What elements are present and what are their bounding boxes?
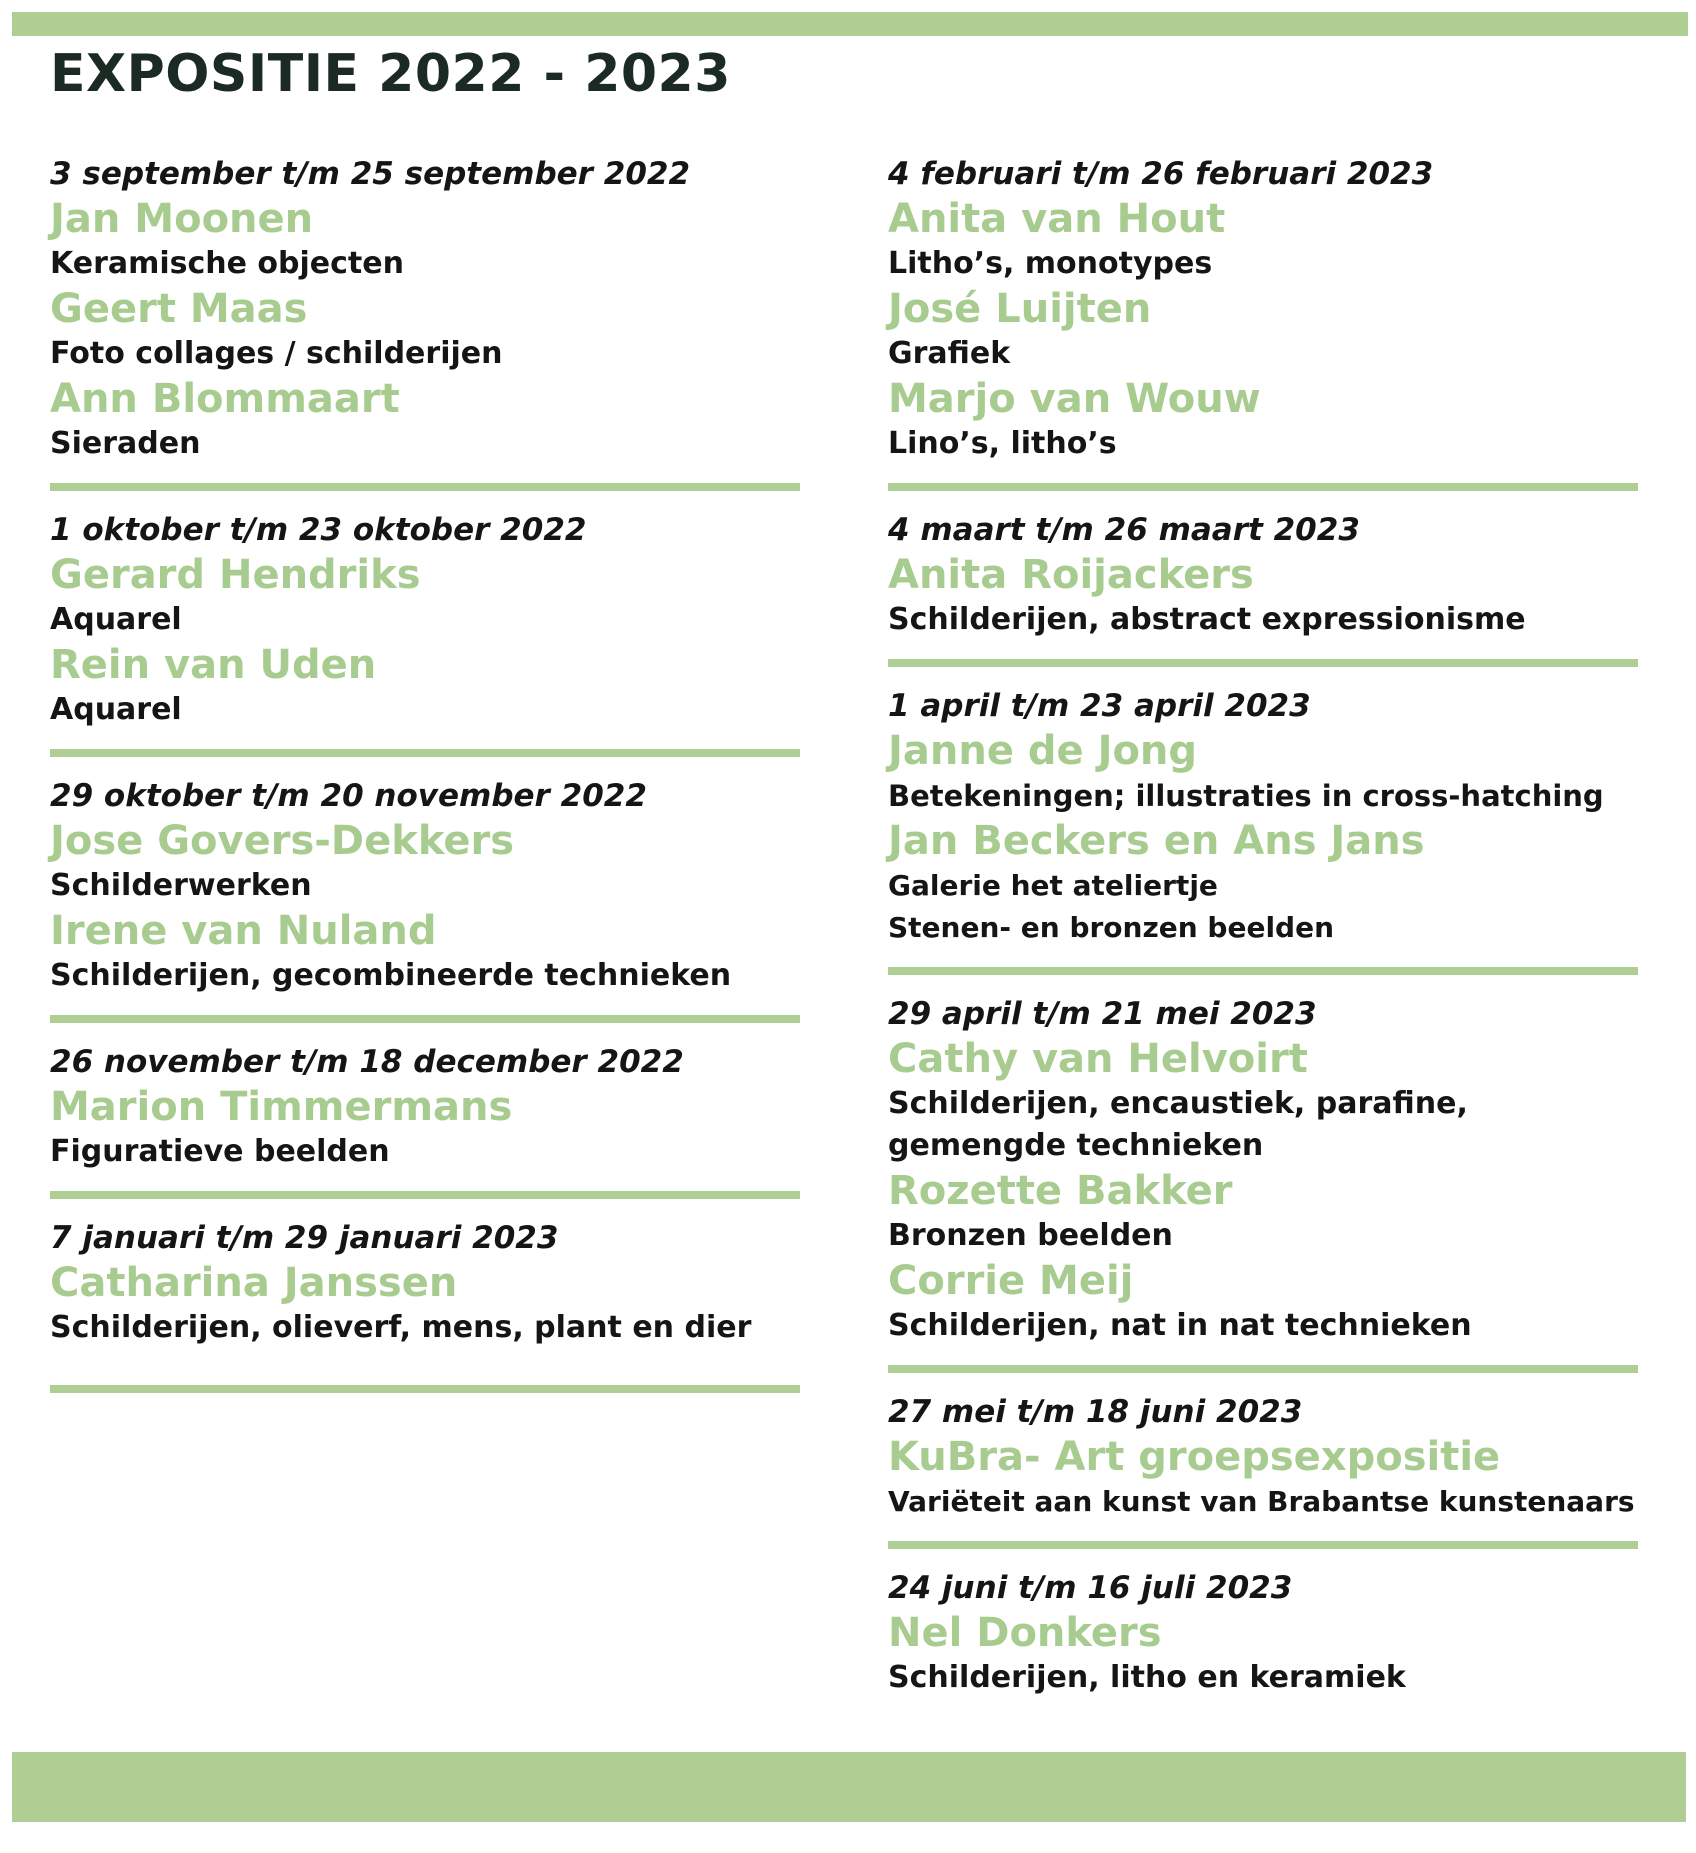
page-title: EXPOSITIE 2022 - 2023 bbox=[50, 44, 731, 104]
artist-name: José Luijten bbox=[888, 286, 1152, 332]
artist-name: Geert Maas bbox=[50, 286, 308, 332]
artist-name: Jan Beckers en Ans Jans bbox=[888, 818, 1425, 864]
artwork-description: Betekeningen; illustraties in cross-hatching bbox=[888, 779, 1604, 813]
exhibition-block bbox=[888, 685, 1678, 949]
exhibition-date: 1 april t/m 23 april 2023 bbox=[888, 688, 1311, 724]
exhibition-block bbox=[888, 1391, 1678, 1523]
artwork-description: Sieraden bbox=[50, 426, 201, 461]
exhibition-block bbox=[50, 509, 810, 731]
artwork-description: Schilderwerken bbox=[50, 868, 312, 903]
artwork-description: Galerie het ateliertje bbox=[888, 869, 1218, 902]
artwork-description: gemengde technieken bbox=[888, 1128, 1264, 1163]
artwork-description: Figuratieve beelden bbox=[50, 1134, 390, 1169]
exhibition-block bbox=[888, 1567, 1678, 1699]
artwork-description: Bronzen beelden bbox=[888, 1218, 1173, 1253]
section-divider bbox=[50, 1015, 800, 1023]
artwork-description: Aquarel bbox=[50, 692, 182, 727]
exhibition-block bbox=[888, 509, 1678, 641]
artist-name: Nel Donkers bbox=[888, 1610, 1162, 1656]
section-divider bbox=[50, 1385, 800, 1393]
artist-name: Anita Roijackers bbox=[888, 552, 1254, 598]
artist-name: Rozette Bakker bbox=[888, 1168, 1233, 1214]
exhibition-block bbox=[888, 993, 1678, 1347]
exhibition-date: 3 september t/m 25 september 2022 bbox=[50, 156, 691, 192]
artwork-description: Lino’s, litho’s bbox=[888, 426, 1117, 461]
section-divider bbox=[50, 749, 800, 757]
section-divider bbox=[50, 1191, 800, 1199]
artist-name: Marjo van Wouw bbox=[888, 376, 1261, 422]
exhibition-date: 4 februari t/m 26 februari 2023 bbox=[888, 156, 1434, 192]
exhibition-date: 4 maart t/m 26 maart 2023 bbox=[888, 512, 1360, 548]
artist-name: Rein van Uden bbox=[50, 642, 377, 688]
artwork-description: Stenen- en bronzen beelden bbox=[888, 911, 1335, 944]
artwork-description: Aquarel bbox=[50, 602, 182, 637]
artist-name: Janne de Jong bbox=[888, 728, 1198, 774]
exhibition-date: 29 april t/m 21 mei 2023 bbox=[888, 996, 1317, 1032]
artwork-description: Schilderijen, nat in nat technieken bbox=[888, 1308, 1472, 1343]
artist-name: Gerard Hendriks bbox=[50, 552, 421, 598]
artwork-description: Schilderijen, encaustiek, parafine, bbox=[888, 1086, 1468, 1121]
section-divider bbox=[888, 1541, 1638, 1549]
artist-name: Irene van Nuland bbox=[50, 908, 437, 954]
artist-name: Catharina Janssen bbox=[50, 1260, 458, 1306]
artwork-description: Variëteit aan kunst van Brabantse kunstenaars bbox=[888, 1485, 1635, 1518]
artwork-description: Grafiek bbox=[888, 336, 1011, 371]
exhibition-date: 27 mei t/m 18 juni 2023 bbox=[888, 1394, 1303, 1430]
exhibition-date: 1 oktober t/m 23 oktober 2022 bbox=[50, 512, 587, 548]
artist-name: Jan Moonen bbox=[50, 196, 314, 242]
artwork-description: Schilderijen, gecombineerde technieken bbox=[50, 958, 732, 993]
section-divider bbox=[888, 483, 1638, 491]
exhibition-date: 7 januari t/m 29 januari 2023 bbox=[50, 1220, 559, 1256]
exhibition-block bbox=[50, 1217, 810, 1349]
artwork-description: Keramische objecten bbox=[50, 246, 404, 281]
exhibition-date: 29 oktober t/m 20 november 2022 bbox=[50, 778, 647, 814]
bottom-accent-bar bbox=[12, 1752, 1686, 1822]
exhibition-block bbox=[50, 775, 810, 997]
exhibition-date: 24 juni t/m 16 juli 2023 bbox=[888, 1570, 1293, 1606]
artist-name: Jose Govers-Dekkers bbox=[50, 818, 515, 864]
section-divider bbox=[888, 1365, 1638, 1373]
artist-name: Corrie Meij bbox=[888, 1258, 1134, 1304]
right-column bbox=[888, 153, 1678, 1699]
artist-name: Marion Timmermans bbox=[50, 1084, 513, 1130]
exhibition-block bbox=[888, 153, 1678, 465]
artwork-description: Schilderijen, olieverf, mens, plant en dier bbox=[50, 1310, 752, 1345]
section-divider bbox=[888, 659, 1638, 667]
artwork-description: Schilderijen, abstract expressionisme bbox=[888, 602, 1526, 637]
section-divider bbox=[50, 483, 800, 491]
artist-name: Ann Blommaart bbox=[50, 376, 400, 422]
section-divider bbox=[888, 967, 1638, 975]
left-column bbox=[50, 153, 810, 1411]
exhibition-block bbox=[50, 153, 810, 465]
artwork-description: Litho’s, monotypes bbox=[888, 246, 1213, 281]
artwork-description: Foto collages / schilderijen bbox=[50, 336, 503, 371]
artist-name: Anita van Hout bbox=[888, 196, 1226, 242]
exhibition-date: 26 november t/m 18 december 2022 bbox=[50, 1044, 684, 1080]
top-accent-bar bbox=[12, 12, 1688, 36]
artist-name: Cathy van Helvoirt bbox=[888, 1036, 1308, 1082]
artist-name: KuBra- Art groepsexpositie bbox=[888, 1434, 1501, 1480]
exhibition-block bbox=[50, 1041, 810, 1173]
artwork-description: Schilderijen, litho en keramiek bbox=[888, 1660, 1406, 1695]
